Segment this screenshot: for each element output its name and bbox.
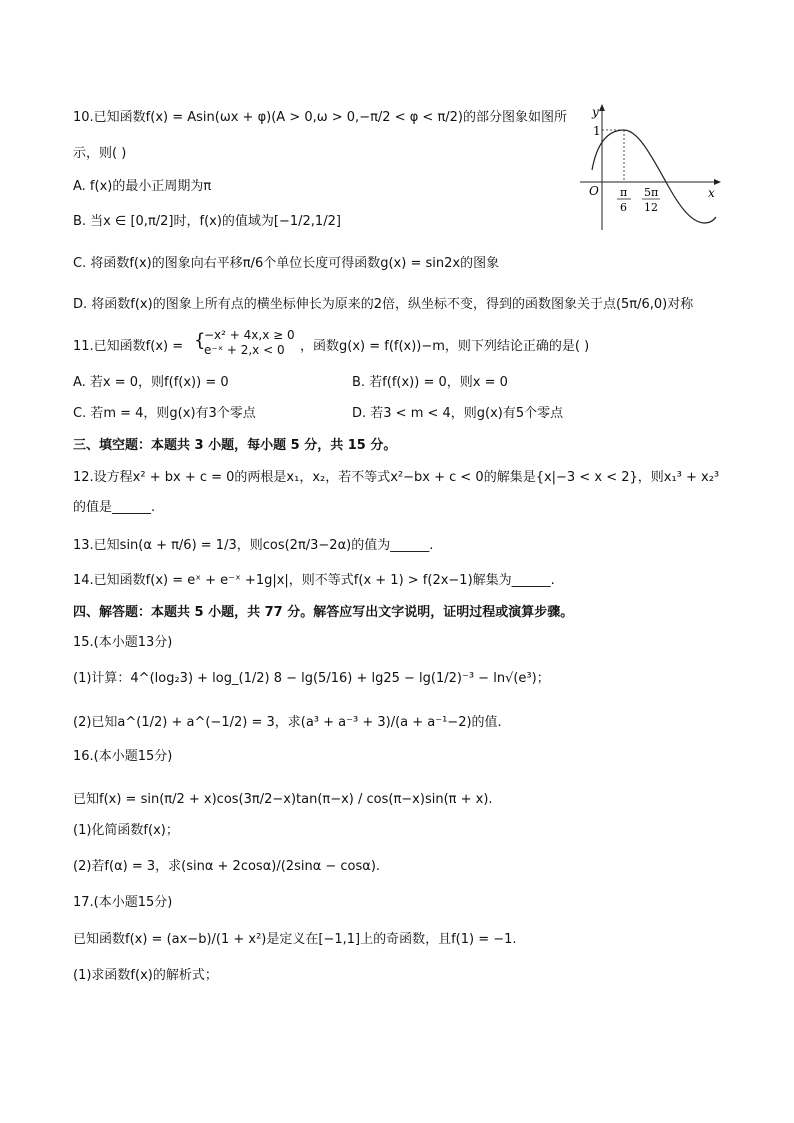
q16-part-2: (2)若f(α) = 3，求(sinα + 2cosα)/(2sinα − cosα). xyxy=(73,859,381,874)
q13: 13.已知sin(α + π/6) = 1/3，则cos(2π/3−2α)的值为______. xyxy=(73,538,434,553)
origin-label: O xyxy=(589,184,599,198)
y-arrow xyxy=(599,104,605,111)
tick2-num: 5π xyxy=(644,186,659,199)
q10-option-b: B. 当x ∈ [0,π/2]时，f(x)的值域为[−1/2,1/2] xyxy=(73,214,341,229)
tick1-num: π xyxy=(620,186,628,199)
q15-part-2: (2)已知a^(1/2) + a^(−1/2) = 3，求(a³ + a⁻³ + 3)/(a + a⁻¹−2)的值. xyxy=(73,715,502,730)
q15-title: 15.(本小题13分) xyxy=(73,635,173,650)
q10-sine-graph xyxy=(580,102,730,232)
q10-stem-cont: 示，则( ) xyxy=(73,146,127,161)
q11-option-d: D. 若3 < m < 4，则g(x)有5个零点 xyxy=(352,406,564,421)
q11-option-a: A. 若x = 0，则f(f(x)) = 0 xyxy=(73,375,229,390)
section-3-heading: 三、填空题：本题共 3 小题，每小题 5 分，共 15 分。 xyxy=(73,438,397,453)
q17-given: 已知函数f(x) = (ax−b)/(1 + x²)是定义在[−1,1]上的奇函数，且f(1) = −1. xyxy=(73,932,517,947)
q10-option-c: C. 将函数f(x)的图象向右平移π/6个单位长度可得函数g(x) = sin2x的图象 xyxy=(73,256,500,271)
q16-title: 16.(本小题15分) xyxy=(73,749,173,764)
q10-option-a: A. f(x)的最小正周期为π xyxy=(73,179,212,194)
tick2-den: 12 xyxy=(644,201,658,214)
q16-given: 已知f(x) = sin(π/2 + x)cos(3π/2−x)tan(π−x) / cos(π−x)sin(π + x). xyxy=(73,792,493,807)
q17-part-1: (1)求函数f(x)的解析式； xyxy=(73,968,218,983)
peak-label: 1 xyxy=(593,124,601,138)
q11-stem-post: ，函数g(x) = f(f(x))−m，则下列结论正确的是( ) xyxy=(300,339,590,354)
q12-line-2: 的值是______. xyxy=(73,500,156,515)
q11-stem-pre: 11.已知函数f(x) = xyxy=(73,339,184,354)
q14: 14.已知函数f(x) = eˣ + e⁻ˣ +1g|x|，则不等式f(x + 1) > f(2x−1)解集为______. xyxy=(73,573,555,588)
q11-option-c: C. 若m = 4，则g(x)有3个零点 xyxy=(73,406,256,421)
q11-case-2: e⁻ˣ + 2,x < 0 xyxy=(204,343,285,357)
q11-option-b: B. 若f(f(x)) = 0，则x = 0 xyxy=(352,375,508,390)
q16-part-1: (1)化简函数f(x)； xyxy=(73,823,179,838)
q10-option-d: D. 将函数f(x)的图象上所有点的横坐标伸长为原来的2倍，纵坐标不变，得到的函数图象关于点(5π/6,0)对称 xyxy=(73,297,694,312)
y-label: y xyxy=(592,105,599,119)
q11-case-1: −x² + 4x,x ≥ 0 xyxy=(204,328,295,342)
x-arrow xyxy=(714,179,721,185)
q12-line-1: 12.设方程x² + bx + c = 0的两根是x₁，x₂，若不等式x²−bx + c < 0的解集是{x|−3 < x < 2}，则x₁³ + x₂³ xyxy=(73,470,720,485)
section-4-heading: 四、解答题：本题共 5 小题，共 77 分。解答应写出文字说明，证明过程或演算步骤。 xyxy=(73,605,574,620)
q15-part-1: (1)计算：4^(log₂3) + log_(1/2) 8 − lg(5/16) + lg25 − lg(1/2)⁻³ − ln√(e³)； xyxy=(73,671,550,686)
tick1-den: 6 xyxy=(620,201,627,214)
q17-title: 17.(本小题15分) xyxy=(73,895,173,910)
q10-stem: 10.已知函数f(x) = Asin(ωx + φ)(A > 0,ω > 0,−π/2 < φ < π/2)的部分图象如图所 xyxy=(73,110,568,125)
x-label: x xyxy=(708,186,715,200)
q11-brace: { xyxy=(194,330,206,351)
